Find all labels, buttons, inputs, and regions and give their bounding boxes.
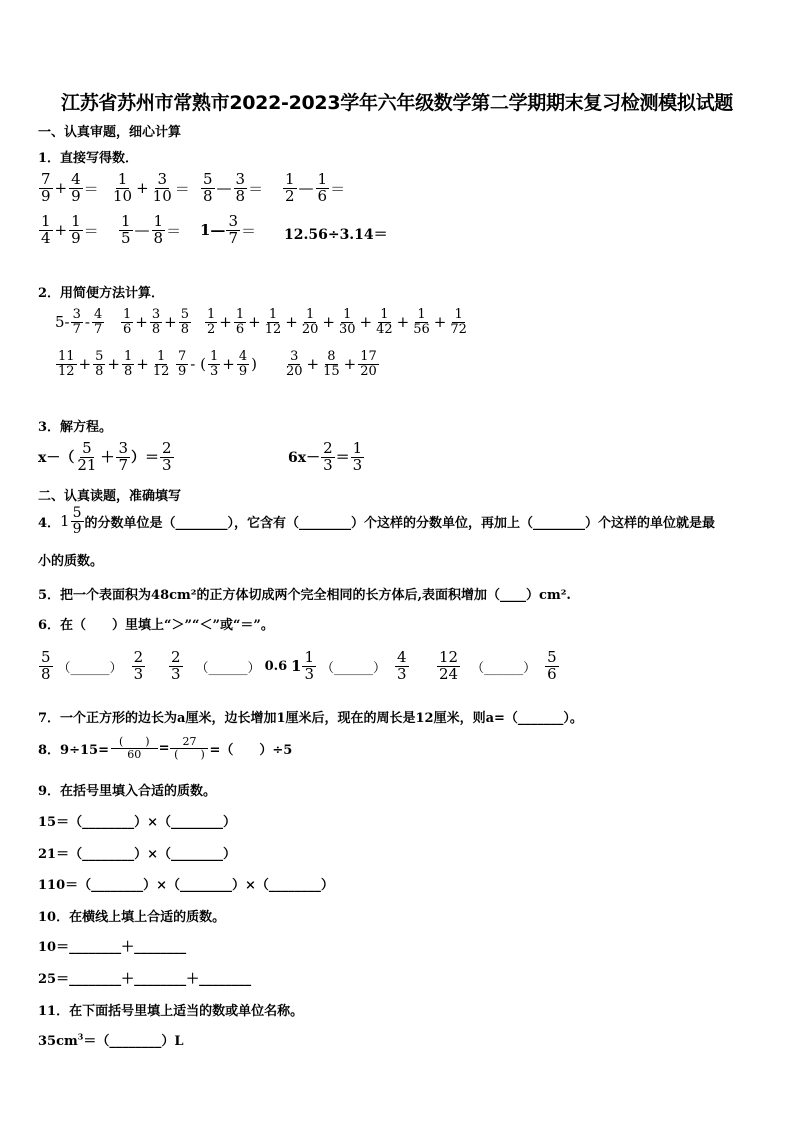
- q3-equation1: x－（ $\frac{5}{21}$ ＋ $\frac{3}{7}$ ）＝ $\frac{2}{3}$: [38, 439, 172, 474]
- q2-label: 2．用简便方法计算．: [38, 286, 165, 301]
- q3-label: 3．解方程。: [38, 420, 113, 435]
- section-1-heading: 一、认真审题，细心计算: [38, 125, 182, 140]
- q8-expression: 8．9÷15= $\frac{( )}{60}$ = $\frac{27}{( )}$ =（ ）÷5: [38, 735, 293, 761]
- q10-line1: 10＝________＋________: [38, 940, 187, 955]
- q1-r2-item2: $\frac{1}{5}$ — $\frac{1}{8}$ ＝: [121, 212, 182, 247]
- q2-expr4: $\frac{11}{12}$ + $\frac{5}{8}$ + $\frac{1}{8}$ + $\frac{1}{12}$: [58, 349, 170, 379]
- q6-compare2: $\frac{2}{3}$ （______） 0.6: [171, 648, 288, 683]
- q5-text: 5．把一个表面积为48cm²的正方体切成两个完全相同的长方体后,表面积增加（____）cm².: [38, 588, 571, 603]
- q9-line2: 21＝（________）×（________）: [38, 847, 236, 862]
- q10-label: 10．在横线上填上合适的质数。: [38, 910, 226, 925]
- q9-line3: 110＝（________）×（________）×（________）: [38, 878, 334, 893]
- q7-text: 7．一个正方形的边长为a厘米，边长增加1厘米后，现在的周长是12厘米，则a=（_______）。: [38, 711, 583, 726]
- q1-r1-item2: $\frac{1}{10}$ + $\frac{3}{10}$ ＝: [113, 170, 190, 205]
- q3-equation2: 6x－ $\frac{2}{3}$ ＝ $\frac{1}{3}$: [288, 439, 363, 474]
- q2-expr3: $\frac{1}{2}$ + $\frac{1}{6}$ + $\frac{1}{12}$ + $\frac{1}{20}$ + $\frac{1}{30}$ + $\frac{1}{42}$ + $\frac{1}{56}$ + $\frac{1}{72}$: [207, 307, 467, 337]
- q6-compare4: $\frac{12}{24}$ （______） $\frac{5}{6}$: [439, 648, 557, 683]
- q10-line2: 25＝________＋________＋________: [38, 972, 252, 987]
- q1-r1-item3: $\frac{5}{8}$ — $\frac{3}{8}$ ＝: [203, 170, 264, 205]
- q9-label: 9．在括号里填入合适的质数。: [38, 784, 217, 799]
- q1-r1-item1: $\frac{7}{9}$ + $\frac{4}{9}$ ＝: [41, 170, 99, 205]
- q11-label: 11．在下面括号里填上适当的数或单位名称。: [38, 1004, 304, 1019]
- q2-expr5: $\frac{7}{9}$ - ( $\frac{1}{3}$ + $\frac{4}{9}$ ): [178, 349, 257, 379]
- section-2-heading: 二、认真读题，准确填写: [38, 489, 182, 504]
- q4-line2: 小的质数。: [38, 554, 104, 569]
- q6-compare3: 1 $\frac{1}{3}$ （______） $\frac{4}{3}$: [291, 648, 407, 683]
- q4-line1: 4． 1 $\frac{5}{9}$ 的分数单位是（________），它含有（________）个这样的分数单位，再加上（________）个这样的单位就是最: [38, 505, 716, 537]
- q1-label: 1．直接写得数．: [38, 151, 139, 166]
- page-title: 江苏省苏州市常熟市2022-2023学年六年级数学第二学期期末复习检测模拟试题: [61, 92, 733, 114]
- q2-expr6: $\frac{3}{20}$ + $\frac{8}{15}$ + $\frac{17}{20}$: [286, 349, 377, 379]
- q2-expr1: 5- $\frac{3}{7}$ - $\frac{4}{7}$: [55, 307, 103, 337]
- q6-label: 6．在（ ）里填上“＞”“＜”或“＝”。: [38, 618, 274, 633]
- q1-r2-item1: $\frac{1}{4}$ + $\frac{1}{9}$ ＝: [41, 212, 99, 247]
- q1-r2-item3: 1— $\frac{3}{7}$ ＝: [200, 212, 256, 247]
- q6-compare1: $\frac{5}{8}$ （______） $\frac{2}{3}$: [41, 648, 144, 683]
- q11-line1: $35cm^3=(\_\_\_\_\_\_\_\_)L$: [38, 1031, 184, 1049]
- q1-r1-item4: $\frac{1}{2}$ — $\frac{1}{6}$ ＝: [285, 170, 346, 205]
- q2-expr2: $\frac{1}{6}$ + $\frac{3}{8}$ + $\frac{5}{8}$: [123, 307, 189, 337]
- q9-line1: 15＝（________）×（________）: [38, 815, 236, 830]
- q1-r2-item4: 12.56÷3.14＝: [284, 227, 388, 243]
